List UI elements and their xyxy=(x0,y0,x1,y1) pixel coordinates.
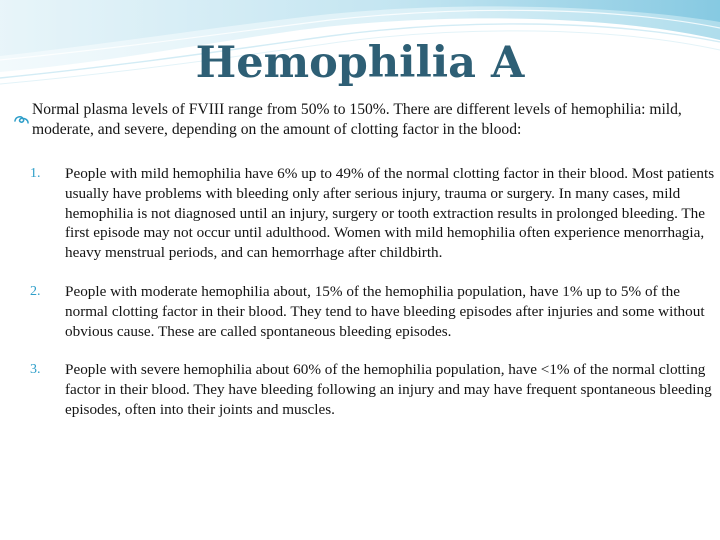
intro-paragraph xyxy=(14,100,714,139)
list-item-text: People with moderate hemophilia about, 15% of the hemophilia population, have 1% up to 5% of the normal clotting factor in their blood. They tend to have bleeding episodes after injuries and some without obvious cause. These are called spontaneous bleeding episodes. xyxy=(65,282,705,340)
list-item-number: 2. xyxy=(30,283,41,299)
list-item-number: 3. xyxy=(30,362,41,378)
intro-text: Normal plasma levels of FVIII range from 50% to 150%. There are different levels of hemophilia: mild, moderate, and severe, depending on the amount of clotting factor in the blood: xyxy=(32,101,682,138)
page-title: Hemophilia A xyxy=(195,38,525,88)
list-item-text: People with mild hemophilia have 6% up to 49% of the normal clotting factor in their blood. Most patients usually have problems with bleeding only after serious injury, trauma or surgery. In many cases, mild hemophilia is not diagnosed until an injury, surgery or tooth extraction results in prolonged bleeding. The first episode may not occur until adulthood. Women with mild hemophilia often experience menorrhagia, heavy menstrual periods, and can hemorrhage after childbirth. xyxy=(65,165,715,262)
list-item-text: People with severe hemophilia about 60% of the hemophilia population, have <1% of the normal clotting factor in their blood. They have bleeding following an injury and may have frequent spontaneous bleeding episodes, often into their joints and muscles. xyxy=(65,361,712,418)
curl-bullet-icon xyxy=(14,103,29,139)
list-item xyxy=(30,360,716,419)
list-item-number: 1. xyxy=(30,166,41,181)
list-item xyxy=(30,164,716,263)
list-item xyxy=(30,282,716,341)
severity-list xyxy=(30,164,716,420)
